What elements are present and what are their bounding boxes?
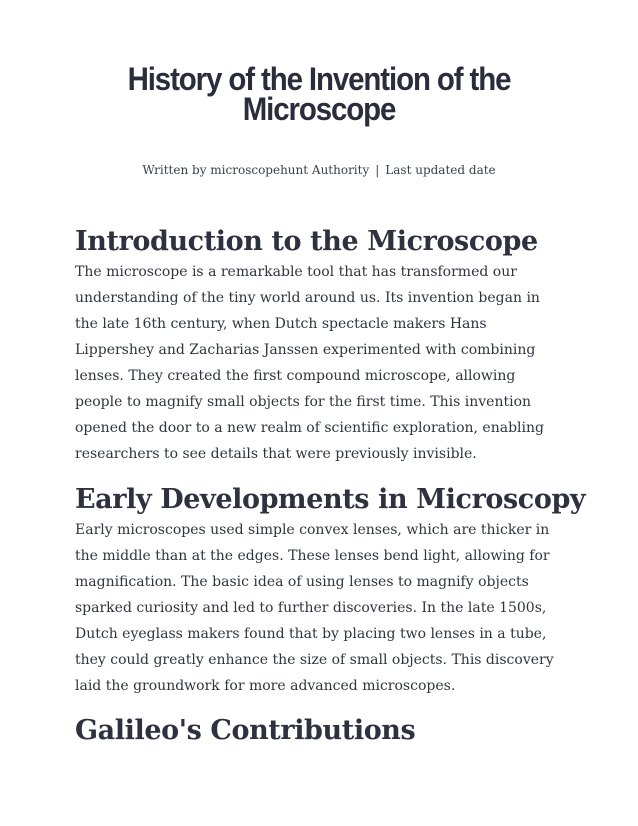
page-title: History of the Invention of the Microscope — [127, 61, 511, 127]
byline-updated: Last updated date — [385, 163, 496, 177]
section-body-introduction: The microscope is a remarkable tool that has transformed our understanding of the tiny world around us. Its invention began in the late 16th century, when Dutch spectacle makers Hans Lippershey and Zacharias Janssen experimented with combining lenses. They created the first compound microscope, allowing people to magnify small objects for the first time. This invention opened the door to a new realm of scientific exploration, enabling researchers to see details that were previously invisible. — [75, 264, 544, 462]
section-heading-early-developments: Early Developments in Microscopy — [75, 484, 586, 515]
section-heading-galileo: Galileo's Contributions — [75, 715, 416, 746]
byline-author: Written by microscopehunt Authority — [142, 163, 370, 177]
section-body-early-developments: Early microscopes used simple convex lenses, which are thicker in the middle than at the edges. These lenses bend light, allowing for magnification. The basic idea of using lenses to magnify objects sparked curiosity and led to further discoveries. In the late 1500s, Dutch eyeglass makers found that by placing two lenses in a tube, they could greatly enhance the size of small objects. This discovery laid the groundwork for more advanced microscopes. — [75, 522, 554, 694]
section-heading-introduction: Introduction to the Microscope — [75, 226, 538, 257]
byline-separator: | — [375, 163, 380, 177]
byline — [0, 161, 638, 179]
